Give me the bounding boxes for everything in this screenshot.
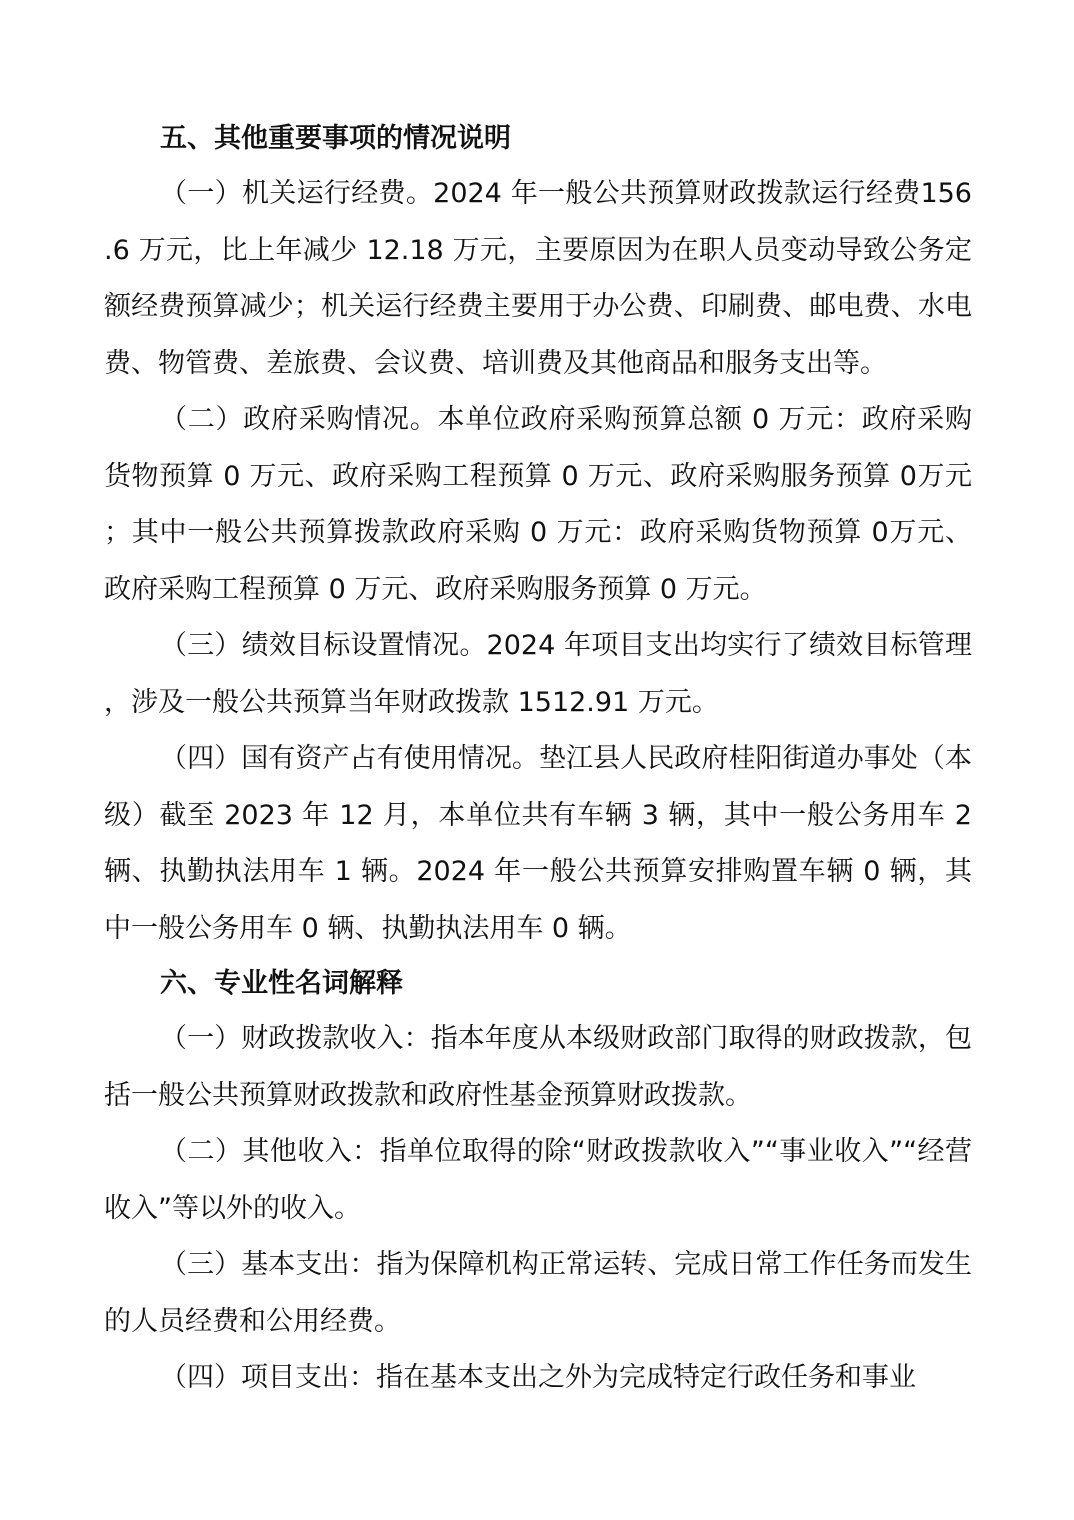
paragraph-government-procurement: （二）政府采购情况。本单位政府采购预算总额 0 万元：政府采购货物预算 0 万元、政府采购工程预算 0 万元、政府采购服务预算 0万元；其中一般公共预算拨款政府采购 0 万元：政府采购货物预算 0万元、政府采购工程预算 0 万元、政府采购服务预算 0 万元。 xyxy=(104,404,972,605)
document-body xyxy=(104,112,972,1407)
paragraph-fiscal-appropriation-income: （一）财政拨款收入：指本年度从本级财政部门取得的财政拨款，包括一般公共预算财政拨款和政府性基金预算财政拨款。 xyxy=(104,1023,972,1111)
paragraph-state-assets: （四）国有资产占有使用情况。垫江县人民政府桂阳街道办事处（本级）截至 2023 年 12 月，本单位共有车辆 3 辆，其中一般公务用车 2 辆、执勤执法用车 1 辆。2024 年一般公共预算安排购置车辆 0 辆，其中一般公务用车 0 辆、执勤执法用车 0 辆。 xyxy=(104,743,972,944)
section-heading-other-matters: 五、其他重要事项的情况说明 xyxy=(160,123,511,154)
paragraph-operating-expenses: （一）机关运行经费。2024 年一般公共预算财政拨款运行经费156.6 万元，比上年减少 12.18 万元，主要原因为在职人员变动导致公务定额经费预算减少；机关运行经费主要用于办公费、印刷费、邮电费、水电费、物管费、差旅费、会议费、培训费及其他商品和服务支出等。 xyxy=(104,178,972,379)
paragraph-project-expenditure: （四）项目支出：指在基本支出之外为完成特定行政任务和事业 xyxy=(160,1362,916,1393)
section-heading-glossary: 六、专业性名词解释 xyxy=(160,968,403,999)
paragraph-performance-targets: （三）绩效目标设置情况。2024 年项目支出均实行了绩效目标管理，涉及一般公共预算当年财政拨款 1512.91 万元。 xyxy=(104,630,972,718)
paragraph-other-income: （二）其他收入：指单位取得的除“财政拨款收入”“事业收入”“经营收入”等以外的收入。 xyxy=(104,1136,972,1224)
paragraph-basic-expenditure: （三）基本支出：指为保障机构正常运转、完成日常工作任务而发生的人员经费和公用经费。 xyxy=(104,1249,972,1337)
